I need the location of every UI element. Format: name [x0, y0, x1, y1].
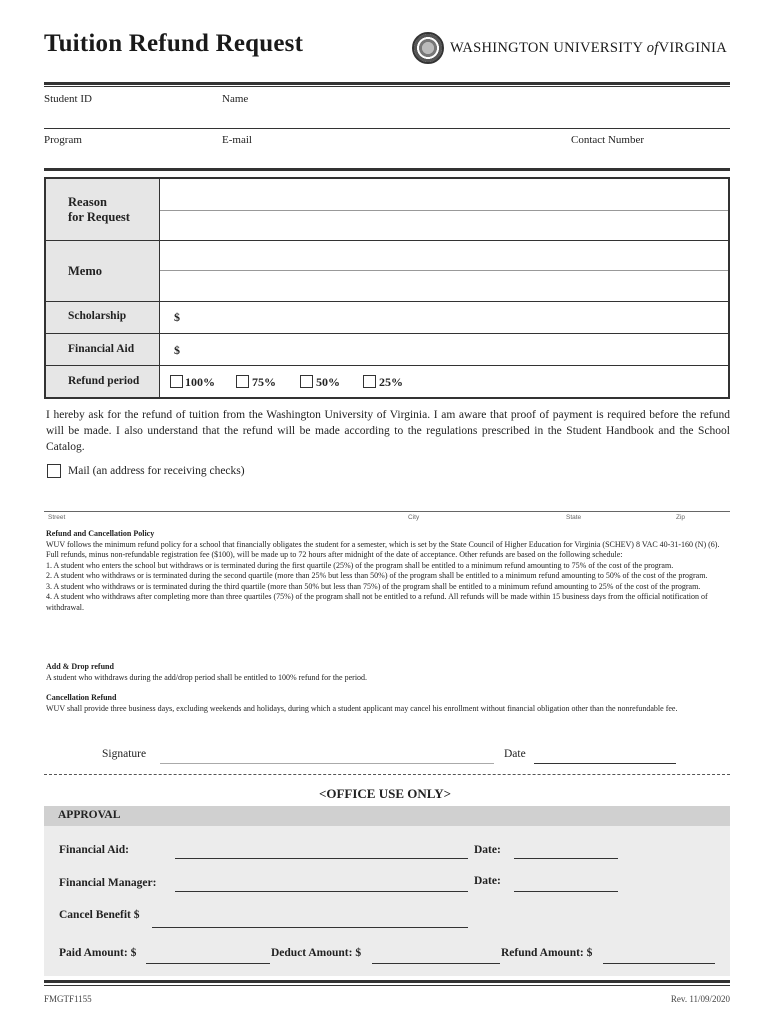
street-label: Street	[48, 514, 66, 521]
refund-50-label: 50%	[316, 375, 340, 389]
header-rule-thin	[44, 86, 730, 87]
mail-checkbox[interactable]	[47, 464, 61, 478]
refund-100-label: 100%	[185, 375, 215, 389]
office-use-title: <OFFICE USE ONLY>	[318, 786, 452, 801]
policy-item: 2. A student who withdraws or is terminated during the second quartile (more than 25% but less than 50%) of the program shall be entitled to a minimum refund amounting to 50% of the cost of the program.	[46, 571, 708, 580]
program-label: Program	[44, 134, 82, 146]
refund-75-checkbox[interactable]	[236, 375, 249, 388]
deduct-amount-label: Deduct Amount: $	[271, 947, 362, 959]
student-id-label: Student ID	[44, 93, 92, 105]
add-drop-text: A student who withdraws during the add/drop period shall be entitled to 100% refund for the period.	[46, 672, 368, 682]
signature-field[interactable]	[160, 763, 494, 764]
scholarship-currency: $	[174, 310, 180, 324]
program-field[interactable]	[44, 168, 730, 171]
student-id-field[interactable]	[44, 128, 730, 129]
financial-aid-approval-field[interactable]	[175, 858, 468, 859]
zip-label: Zip	[676, 514, 686, 521]
contact-number-label: Contact Number	[571, 134, 645, 146]
cancel-benefit-field[interactable]	[152, 927, 468, 928]
refund-amount-field[interactable]	[603, 963, 715, 964]
row-divider	[46, 365, 728, 366]
refund-policy	[46, 529, 730, 613]
form-code: FMGTF1155	[44, 994, 92, 1004]
paid-amount-label: Paid Amount: $	[59, 947, 137, 959]
add-drop-section	[46, 662, 730, 683]
memo-label: Memo	[68, 264, 103, 278]
mail-option-label: Mail (an address for receiving checks)	[68, 465, 245, 477]
financial-manager-date-field[interactable]	[514, 891, 618, 892]
address-input-line[interactable]	[44, 511, 730, 512]
deduct-amount-field[interactable]	[372, 963, 500, 964]
row-divider	[46, 333, 728, 334]
policy-heading: Refund and Cancellation Policy	[46, 529, 155, 538]
financial-aid-date-label: Date:	[474, 844, 501, 856]
financial-manager-date-label: Date:	[474, 875, 501, 887]
city-label: City	[408, 514, 420, 521]
reason-line-1[interactable]	[160, 210, 728, 211]
revision-date: Rev. 11/09/2020	[670, 994, 730, 1004]
paid-amount-field[interactable]	[146, 963, 270, 964]
policy-item: 1. A student who enters the school but withdraws or is terminated during the first quartile (25%) of the program shall be entitled to a minimum refund amounting to 75% of the cost of the program.	[46, 560, 674, 570]
cut-line	[44, 774, 730, 775]
footer-rule-thin	[44, 985, 730, 986]
financial-aid-date-field[interactable]	[514, 858, 618, 859]
university-seal-icon	[412, 32, 444, 64]
approval-header	[44, 806, 730, 826]
memo-line-1[interactable]	[160, 270, 728, 271]
approval-label: APPROVAL	[58, 809, 121, 821]
date-label: Date	[504, 748, 526, 760]
cancellation-heading: Cancellation Refund	[46, 693, 117, 702]
cancellation-section	[46, 693, 730, 714]
reason-label: Reason for Request	[68, 195, 130, 224]
signature-label: Signature	[102, 748, 147, 760]
footer-rule	[44, 980, 730, 983]
request-form-table	[44, 177, 730, 399]
row-divider	[46, 240, 728, 241]
financial-aid-label: Financial Aid	[68, 343, 135, 355]
header-rule	[44, 82, 730, 85]
refund-25-label: 25%	[379, 375, 403, 389]
refund-75-label: 75%	[252, 375, 276, 389]
policy-item: 3. A student who withdraws or is terminated during the third quartile (more than 50% but less than 75%) of the program shall be entitled to a minimum refund amounting to 25% of the cost of the program.	[46, 581, 701, 591]
approval-section	[44, 826, 730, 976]
refund-25-checkbox[interactable]	[363, 375, 376, 388]
cancel-benefit-label: Cancel Benefit $	[59, 909, 140, 921]
add-drop-heading: Add & Drop refund	[46, 662, 114, 671]
refund-period-label: Refund period	[68, 375, 140, 387]
financial-manager-label: Financial Manager:	[59, 877, 157, 889]
state-label: State	[566, 514, 582, 521]
policy-intro: WUV follows the minimum refund policy for a school that financially obligates the student for a semester, which is set by the State Council of Higher Education for Virginia (SCHEV) 8 VAC 40-31-160 (N) (6). Full refunds, minus non-refundable registration fee ($100), will be made up to 72 hours after midnight of the date of acceptance. Other refunds are based on the following schedule:	[46, 539, 720, 559]
name-label: Name	[222, 93, 249, 105]
cancellation-text: WUV shall provide three business days, excluding weekends and holidays, during which a student applicant may cancel his enrollment without financial obligation other than the nonrefundable fee.	[46, 703, 678, 713]
financial-aid-approval-label: Financial Aid:	[59, 844, 129, 856]
page-title: Tuition Refund Request	[44, 30, 304, 57]
refund-100-checkbox[interactable]	[170, 375, 183, 388]
scholarship-label: Scholarship	[68, 310, 127, 322]
financial-aid-currency: $	[174, 343, 180, 357]
email-label: E-mail	[222, 134, 252, 146]
university-name: WASHINGTON UNIVERSITY ofVIRGINIA	[450, 40, 728, 56]
statement-text: I hereby ask for the refund of tuition from the Washington University of Virginia. I am aware that proof of payment is required before the refund will be made. I also understand that the refund will be made according to the regulations prescribed in the Student Handbook and the School Catalog.	[46, 409, 730, 453]
row-divider	[46, 301, 728, 302]
refund-amount-label: Refund Amount: $	[501, 947, 593, 959]
policy-item: 4. A student who withdraws after completing more than three quartiles (75%) of the program shall not be entitled to a refund. All refunds will be made within 15 business days from the official notification of withdrawal.	[46, 592, 708, 612]
date-field[interactable]	[534, 763, 676, 764]
financial-manager-field[interactable]	[175, 891, 468, 892]
refund-50-checkbox[interactable]	[300, 375, 313, 388]
